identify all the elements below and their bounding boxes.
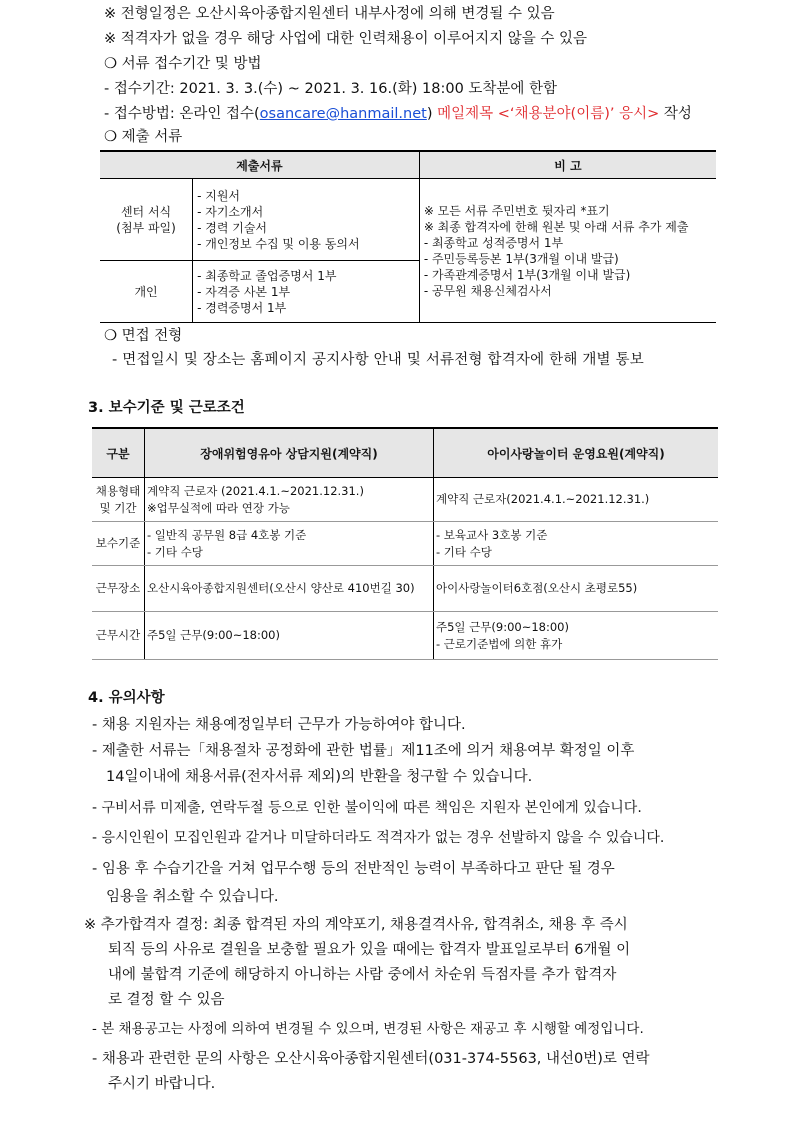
section3-title: 3. 보수기준 및 근로조건 <box>88 400 245 416</box>
notice-extra: ※ 추가합격자 결정: 최종 합격된 자의 계약포기, 채용결격사유, 합격취소, 채용 후 즉시 <box>84 917 628 933</box>
documents-table <box>100 150 716 323</box>
method-prefix: - 접수방법: 온라인 접수( <box>104 106 260 122</box>
row1-label: 센터 서식 (첨부 파일) <box>100 179 193 261</box>
row2-label: 개인 <box>100 261 193 323</box>
notice-extra-cont3: 로 결정 할 수 있음 <box>108 992 225 1008</box>
header-playground: 아이사랑놀이터 운영요원(계약직) <box>434 428 719 478</box>
interview-heading: ❍ 면접 전형 <box>104 328 183 344</box>
note-schedule: ※ 전형일정은 오산시육아종합지원센터 내부사정에 의해 변경될 수 있음 <box>104 6 555 22</box>
row1-items: - 지원서 - 자기소개서 - 경력 기술서 - 개인정보 수집 및 이용 동의서 <box>193 179 420 261</box>
application-method <box>104 104 692 124</box>
header-category: 구분 <box>92 428 145 478</box>
documents-heading: ❍ 제출 서류 <box>104 129 183 145</box>
method-close: ) <box>426 106 433 122</box>
header-docs: 제출서류 <box>100 151 419 179</box>
table-row: 보수기준 - 일반직 공무원 8급 4호봉 기준 - 기타 수당 - 보육교사 3호봉 기준 - 기타 수당 <box>92 522 718 566</box>
header-counseling: 장애위험영유아 상담지원(계약직) <box>145 428 434 478</box>
notice-extra-cont1: 퇴직 등의 사유로 결원을 보충할 필요가 있을 때에는 합격자 발표일로부터 6개월 이 <box>108 942 631 958</box>
header-note: 비 고 <box>419 151 716 179</box>
method-suffix: 작성 <box>663 106 692 122</box>
interview-text: - 면접일시 및 장소는 홈페이지 공지사항 안내 및 서류전형 합격자에 한해 개별 통보 <box>112 352 644 368</box>
notice-1: - 채용 지원자는 채용예정일부터 근무가 가능하여야 합니다. <box>92 717 466 733</box>
conditions-table <box>92 427 718 660</box>
notice-2-cont: 14일이내에 채용서류(전자서류 제외)의 반환을 청구할 수 있습니다. <box>106 769 533 785</box>
notice-6: - 본 채용공고는 사정에 의하여 변경될 수 있으며, 변경된 사항은 재공고 후 시행할 예정입니다. <box>92 1021 644 1037</box>
application-heading: ❍ 서류 접수기간 및 방법 <box>104 56 262 72</box>
notice-3: - 구비서류 미제출, 연락두절 등으로 인한 불이익에 따른 책임은 지원자 본인에게 있습니다. <box>92 800 642 816</box>
notice-2: - 제출한 서류는「채용절차 공정화에 관한 법률」제11조에 의거 채용여부 확정일 이후 <box>92 743 635 759</box>
table-row: 근무시간 주5일 근무(9:00~18:00) 주5일 근무(9:00~18:00) - 근로기준법에 의한 휴가 <box>92 612 718 660</box>
notice-extra-cont2: 내에 불합격 기준에 해당하지 아니하는 사람 중에서 차순위 득점자를 추가 합격자 <box>108 967 617 983</box>
note-no-candidate: ※ 적격자가 없을 경우 해당 사업에 대한 인력채용이 이루어지지 않을 수 있음 <box>104 31 588 47</box>
section4-title: 4. 유의사항 <box>88 690 165 706</box>
application-period: - 접수기간: 2021. 3. 3.(수) ~ 2021. 3. 16.(화) 18:00 도착분에 한함 <box>104 81 558 97</box>
notice-7: - 채용과 관련한 문의 사항은 오산시육아종합지원센터(031-374-5563, 내선0번)로 연락 <box>92 1051 650 1067</box>
table-row: 근무장소 오산시육아종합지원센터(오산시 양산로 410번길 30) 아이사랑놀이터6호점(오산시 초평로55) <box>92 566 718 612</box>
notice-5-cont: 임용을 취소할 수 있습니다. <box>106 889 279 905</box>
notice-5: - 임용 후 수습기간을 거쳐 업무수행 등의 전반적인 능력이 부족하다고 판단 될 경우 <box>92 861 615 877</box>
row2-items: - 최종학교 졸업증명서 1부 - 자격증 사본 1부 - 경력증명서 1부 <box>193 261 420 323</box>
notice-4: - 응시인원이 모집인원과 같거나 미달하더라도 적격자가 없는 경우 선발하지 않을 수 있습니다. <box>92 830 665 846</box>
document-notes: ※ 모든 서류 주민번호 뒷자리 *표기 ※ 최종 합격자에 한해 원본 및 아래 서류 추가 제출 - 최종학교 성적증명서 1부 - 주민등록등본 1부(3개월 이내 발급) - 가족관계증명서 1부(3개월 이내 발급) - 공무원 채용신체검사서 <box>419 179 716 323</box>
table-row: 채용형태 및 기간 계약직 근로자 (2021.4.1.~2021.12.31.) ※업무실적에 따라 연장 가능 계약직 근로자(2021.4.1.~2021.12.31.) <box>92 478 718 522</box>
notice-7-cont: 주시기 바랍니다. <box>108 1076 216 1092</box>
email-link[interactable]: osancare@hanmail.net <box>259 106 427 122</box>
mail-subject-instruction: 메일제목 <‘채용분야(이름)’ 응시> <box>437 106 660 122</box>
